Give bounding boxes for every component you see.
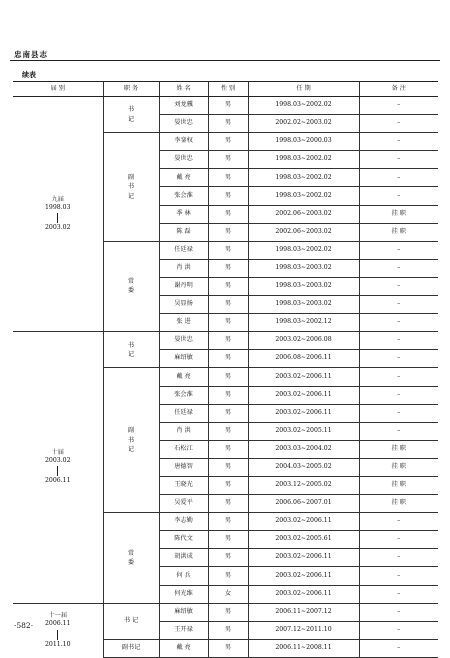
term-period: 2003.12~2005.02 xyxy=(248,476,359,494)
note: – xyxy=(359,259,438,277)
note: – xyxy=(359,296,438,314)
term-period: 1998.03~2000.03 xyxy=(248,133,359,151)
note: – xyxy=(359,585,438,603)
person-name: 晏世忠 xyxy=(159,115,208,133)
person-sex: 男 xyxy=(208,223,248,241)
col-header-position: 职 务 xyxy=(103,82,159,97)
person-sex: 男 xyxy=(208,314,248,332)
person-name: 晏世忠 xyxy=(159,151,208,169)
person-sex: 男 xyxy=(208,368,248,386)
col-header-sex: 性 别 xyxy=(208,82,248,97)
person-sex: 男 xyxy=(208,639,248,657)
person-name: 王晓光 xyxy=(159,476,208,494)
person-name: 吴爱平 xyxy=(159,495,208,513)
term-period: 2003.02~2005.61 xyxy=(248,531,359,549)
person-name: 李志勤 xyxy=(159,513,208,531)
term-connector xyxy=(57,630,58,640)
note: – xyxy=(359,241,438,259)
term-period: 1998.03~2003.02 xyxy=(248,277,359,295)
person-name: 戴 亮 xyxy=(159,368,208,386)
table-header-row xyxy=(13,82,438,97)
note: 挂 职 xyxy=(359,223,438,241)
term-start: 2003.02 xyxy=(44,457,71,465)
person-sex: 男 xyxy=(208,241,248,259)
person-name: 任廷禄 xyxy=(159,241,208,259)
person-sex: 男 xyxy=(208,259,248,277)
term-cell xyxy=(13,332,103,603)
person-sex: 男 xyxy=(208,603,248,621)
person-sex: 男 xyxy=(208,205,248,223)
note: – xyxy=(359,115,438,133)
position-label: 副书记 xyxy=(127,427,135,453)
page-number: ·582· xyxy=(14,621,34,630)
position-label: 书记 xyxy=(127,341,135,358)
term-period: 2003.02~2005.11 xyxy=(248,422,359,440)
col-header-period: 任 期 xyxy=(248,82,359,97)
term-period: 2003.02~2006.11 xyxy=(248,513,359,531)
person-sex: 男 xyxy=(208,97,248,115)
continued-label: 续表 xyxy=(22,70,36,79)
note: – xyxy=(359,187,438,205)
note: – xyxy=(359,603,438,621)
person-sex: 男 xyxy=(208,476,248,494)
position-cell xyxy=(103,368,159,513)
person-name: 张 进 xyxy=(159,314,208,332)
person-name: 季 林 xyxy=(159,205,208,223)
person-name: 麻绍敏 xyxy=(159,350,208,368)
note: – xyxy=(359,97,438,115)
term-period: 2002.06~2003.02 xyxy=(248,223,359,241)
term-start: 2006.11 xyxy=(44,620,71,628)
term-period: 1998.03~2002.02 xyxy=(248,169,359,187)
person-name: 何光维 xyxy=(159,585,208,603)
term-period: 2004.03~2005.02 xyxy=(248,458,359,476)
note: – xyxy=(359,549,438,567)
person-sex: 女 xyxy=(208,585,248,603)
position-cell xyxy=(103,639,159,657)
note: – xyxy=(359,386,438,404)
person-name: 张会淮 xyxy=(159,386,208,404)
person-sex: 男 xyxy=(208,513,248,531)
person-sex: 男 xyxy=(208,350,248,368)
table-row xyxy=(13,97,438,115)
term-period: 1998.03~2002.12 xyxy=(248,314,359,332)
position-label: 书记 xyxy=(127,106,135,123)
term-label xyxy=(13,449,103,485)
position-cell xyxy=(103,133,159,242)
term-period: 1998.03~2003.02 xyxy=(248,296,359,314)
table-row xyxy=(13,603,438,621)
term-label xyxy=(13,196,103,232)
term-end: 2003.02 xyxy=(44,224,71,232)
person-sex: 男 xyxy=(208,549,248,567)
term-period: 2003.02~2006.11 xyxy=(248,567,359,585)
term-period: 2003.02~2006.11 xyxy=(248,549,359,567)
note: 挂 职 xyxy=(359,458,438,476)
person-sex: 男 xyxy=(208,458,248,476)
term-period: 2003.03~2004.02 xyxy=(248,440,359,458)
note: – xyxy=(359,350,438,368)
person-name: 陈 磊 xyxy=(159,223,208,241)
position-cell xyxy=(103,513,159,603)
term-label xyxy=(13,612,103,648)
term-cell xyxy=(13,603,103,657)
note: – xyxy=(359,151,438,169)
table-body xyxy=(13,97,438,658)
person-name: 戴 亮 xyxy=(159,639,208,657)
person-sex: 男 xyxy=(208,440,248,458)
term-connector xyxy=(57,213,58,223)
person-name: 麻绍敏 xyxy=(159,603,208,621)
note: – xyxy=(359,639,438,657)
person-sex: 男 xyxy=(208,422,248,440)
person-sex: 男 xyxy=(208,621,248,639)
note: 挂 职 xyxy=(359,476,438,494)
person-sex: 男 xyxy=(208,115,248,133)
table-row xyxy=(13,332,438,350)
term-period: 2003.02~2006.11 xyxy=(248,585,359,603)
person-name: 任廷禄 xyxy=(159,404,208,422)
person-name: 张会淮 xyxy=(159,187,208,205)
position-label: 副书记 xyxy=(127,174,135,200)
term-end: 2006.11 xyxy=(44,477,71,485)
term-cell xyxy=(13,97,103,332)
note: – xyxy=(359,133,438,151)
position-label: 常委 xyxy=(127,549,135,566)
term-period: 2006.08~2006.11 xyxy=(248,350,359,368)
position-label: 书 记 xyxy=(123,616,139,624)
position-cell xyxy=(103,97,159,133)
term-period: 2003.02~2006.11 xyxy=(248,386,359,404)
note: – xyxy=(359,277,438,295)
note: – xyxy=(359,332,438,350)
person-sex: 男 xyxy=(208,133,248,151)
term-period: 2003.02~2006.08 xyxy=(248,332,359,350)
term-period: 2002.02~2003.02 xyxy=(248,115,359,133)
note: 挂 职 xyxy=(359,205,438,223)
position-label: 副书记 xyxy=(121,643,141,651)
col-header-name: 姓 名 xyxy=(159,82,208,97)
position-cell xyxy=(103,603,159,639)
term-name: 十届 xyxy=(51,449,64,457)
col-header-term: 届 别 xyxy=(13,82,103,97)
person-sex: 男 xyxy=(208,404,248,422)
person-sex: 男 xyxy=(208,567,248,585)
person-name: 谢丹明 xyxy=(159,277,208,295)
term-period: 1998.03~2002.02 xyxy=(248,187,359,205)
position-cell xyxy=(103,241,159,331)
person-name: 吴显扬 xyxy=(159,296,208,314)
term-period: 1998.03~2003.02 xyxy=(248,259,359,277)
note: – xyxy=(359,567,438,585)
person-sex: 男 xyxy=(208,277,248,295)
term-period: 2006.06~2007.01 xyxy=(248,495,359,513)
term-connector xyxy=(57,466,58,476)
term-period: 2006.11~2008.11 xyxy=(248,639,359,657)
term-name: 九届 xyxy=(51,196,64,204)
term-period: 2007.12~2011.10 xyxy=(248,621,359,639)
person-name: 王开禄 xyxy=(159,621,208,639)
cadre-table xyxy=(13,81,438,658)
term-end: 2011.10 xyxy=(44,640,71,648)
person-sex: 男 xyxy=(208,296,248,314)
note: – xyxy=(359,531,438,549)
position-cell xyxy=(103,332,159,368)
person-name: 石松江 xyxy=(159,440,208,458)
person-name: 陈代文 xyxy=(159,531,208,549)
person-sex: 男 xyxy=(208,151,248,169)
person-name: 晏世忠 xyxy=(159,332,208,350)
person-name: 李銮权 xyxy=(159,133,208,151)
term-period: 2002.06~2003.02 xyxy=(248,205,359,223)
term-period: 2003.02~2006.11 xyxy=(248,368,359,386)
person-name: 唐德智 xyxy=(159,458,208,476)
term-name: 十一届 xyxy=(48,612,68,620)
term-start: 1998.03 xyxy=(44,204,71,212)
note: – xyxy=(359,314,438,332)
person-name: 肖 洪 xyxy=(159,259,208,277)
person-name: 何 兵 xyxy=(159,567,208,585)
person-name: 戴 亮 xyxy=(159,169,208,187)
person-sex: 男 xyxy=(208,187,248,205)
note: – xyxy=(359,169,438,187)
note: – xyxy=(359,422,438,440)
note: 挂 职 xyxy=(359,440,438,458)
term-period: 2003.02~2006.11 xyxy=(248,404,359,422)
term-period: 2006.11~2007.12 xyxy=(248,603,359,621)
person-sex: 男 xyxy=(208,495,248,513)
term-period: 1998.03~2002.02 xyxy=(248,241,359,259)
person-sex: 男 xyxy=(208,386,248,404)
person-name: 胡洪成 xyxy=(159,549,208,567)
term-period: 1998.03~2002.02 xyxy=(248,97,359,115)
note: – xyxy=(359,621,438,639)
book-title: 忠南县志 xyxy=(14,50,48,59)
person-sex: 男 xyxy=(208,531,248,549)
col-header-note: 备 注 xyxy=(359,82,438,97)
person-name: 刘龙骥 xyxy=(159,97,208,115)
header-rule xyxy=(10,60,440,61)
note: – xyxy=(359,404,438,422)
note: – xyxy=(359,513,438,531)
person-sex: 男 xyxy=(208,332,248,350)
person-name: 肖 洪 xyxy=(159,422,208,440)
person-sex: 男 xyxy=(208,169,248,187)
note: 挂 职 xyxy=(359,495,438,513)
term-period: 1998.03~2002.02 xyxy=(248,151,359,169)
note: – xyxy=(359,368,438,386)
position-label: 常委 xyxy=(127,278,135,295)
